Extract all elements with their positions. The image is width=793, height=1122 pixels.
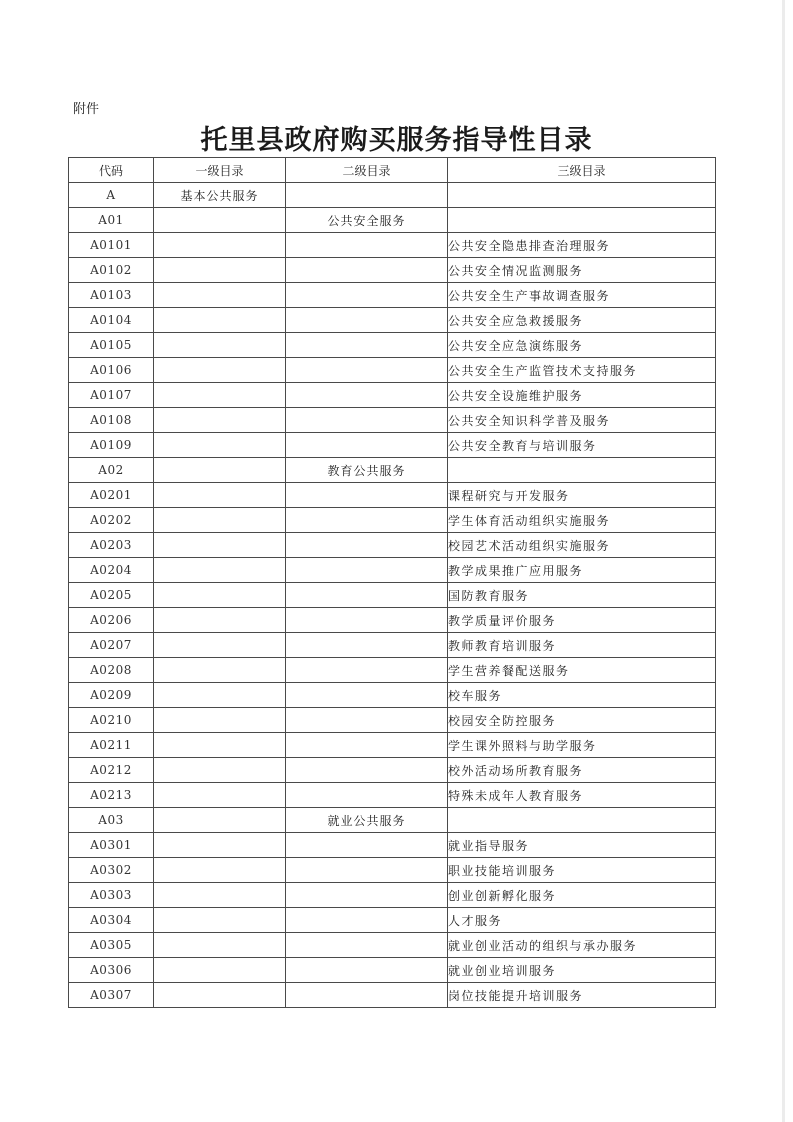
cell-level1 <box>154 708 286 733</box>
cell-code: A0206 <box>69 608 154 633</box>
cell-level2 <box>286 383 448 408</box>
table-row <box>69 683 716 708</box>
cell-level3: 校车服务 <box>448 683 716 708</box>
cell-level1 <box>154 683 286 708</box>
cell-level1 <box>154 358 286 383</box>
cell-level3: 校园艺术活动组织实施服务 <box>448 533 716 558</box>
cell-level2 <box>286 233 448 258</box>
cell-level3: 公共安全隐患排查治理服务 <box>448 233 716 258</box>
table-row <box>69 758 716 783</box>
cell-code: A0303 <box>69 883 154 908</box>
table-header-row <box>69 158 716 183</box>
cell-level2 <box>286 708 448 733</box>
cell-code: A0209 <box>69 683 154 708</box>
cell-level3: 课程研究与开发服务 <box>448 483 716 508</box>
table-row <box>69 208 716 233</box>
table-body <box>69 183 716 1008</box>
scan-edge-shadow <box>782 0 785 1122</box>
cell-level3: 就业创业培训服务 <box>448 958 716 983</box>
cell-level1 <box>154 458 286 483</box>
cell-level2 <box>286 933 448 958</box>
cell-level3: 学生营养餐配送服务 <box>448 658 716 683</box>
cell-code: A0203 <box>69 533 154 558</box>
cell-level2 <box>286 833 448 858</box>
cell-level1 <box>154 658 286 683</box>
table-row <box>69 908 716 933</box>
cell-code: A0301 <box>69 833 154 858</box>
cell-level3: 学生体育活动组织实施服务 <box>448 508 716 533</box>
cell-level2: 教育公共服务 <box>286 458 448 483</box>
cell-level3: 校园安全防控服务 <box>448 708 716 733</box>
table-row <box>69 408 716 433</box>
cell-level1 <box>154 908 286 933</box>
cell-level1: 基本公共服务 <box>154 183 286 208</box>
table-row <box>69 583 716 608</box>
cell-level2 <box>286 183 448 208</box>
table-row <box>69 508 716 533</box>
cell-level1 <box>154 258 286 283</box>
cell-level3 <box>448 458 716 483</box>
cell-level1 <box>154 758 286 783</box>
cell-level2 <box>286 508 448 533</box>
column-header-code: 代码 <box>69 158 154 183</box>
cell-level2 <box>286 883 448 908</box>
column-header-level1: 一级目录 <box>154 158 286 183</box>
cell-level1 <box>154 808 286 833</box>
cell-level1 <box>154 933 286 958</box>
cell-level3: 人才服务 <box>448 908 716 933</box>
cell-level3: 公共安全生产监管技术支持服务 <box>448 358 716 383</box>
cell-level2 <box>286 983 448 1008</box>
cell-level2 <box>286 358 448 383</box>
cell-level2 <box>286 908 448 933</box>
table-row <box>69 433 716 458</box>
cell-level1 <box>154 633 286 658</box>
cell-level1 <box>154 858 286 883</box>
document-title: 托里县政府购买服务指导性目录 <box>200 125 593 156</box>
cell-level2 <box>286 408 448 433</box>
cell-level3 <box>448 183 716 208</box>
cell-level2 <box>286 733 448 758</box>
cell-level3: 国防教育服务 <box>448 583 716 608</box>
cell-code: A0207 <box>69 633 154 658</box>
cell-level3: 教学质量评价服务 <box>448 608 716 633</box>
table-row <box>69 783 716 808</box>
cell-level1 <box>154 283 286 308</box>
cell-level3: 教师教育培训服务 <box>448 633 716 658</box>
cell-level3 <box>448 208 716 233</box>
cell-level1 <box>154 408 286 433</box>
cell-code: A0302 <box>69 858 154 883</box>
table-row <box>69 933 716 958</box>
table-row <box>69 733 716 758</box>
cell-level3: 教学成果推广应用服务 <box>448 558 716 583</box>
cell-code: A0108 <box>69 408 154 433</box>
cell-code: A <box>69 183 154 208</box>
cell-level1 <box>154 233 286 258</box>
cell-level2 <box>286 558 448 583</box>
table-row <box>69 633 716 658</box>
cell-level1 <box>154 583 286 608</box>
table-row <box>69 708 716 733</box>
cell-level2 <box>286 658 448 683</box>
cell-level3: 校外活动场所教育服务 <box>448 758 716 783</box>
cell-code: A03 <box>69 808 154 833</box>
cell-code: A0201 <box>69 483 154 508</box>
cell-level2 <box>286 783 448 808</box>
cell-level1 <box>154 208 286 233</box>
cell-level2 <box>286 533 448 558</box>
cell-code: A0305 <box>69 933 154 958</box>
table-row <box>69 308 716 333</box>
table-row <box>69 858 716 883</box>
cell-code: A0205 <box>69 583 154 608</box>
table-row <box>69 558 716 583</box>
table-row <box>69 233 716 258</box>
table-row <box>69 883 716 908</box>
cell-level1 <box>154 308 286 333</box>
table-row <box>69 958 716 983</box>
cell-code: A0106 <box>69 358 154 383</box>
cell-level2 <box>286 608 448 633</box>
cell-level3: 职业技能培训服务 <box>448 858 716 883</box>
cell-code: A0210 <box>69 708 154 733</box>
cell-level3: 公共安全情况监测服务 <box>448 258 716 283</box>
table-row <box>69 658 716 683</box>
table-row <box>69 358 716 383</box>
cell-level3: 就业指导服务 <box>448 833 716 858</box>
cell-level2 <box>286 958 448 983</box>
cell-level1 <box>154 508 286 533</box>
cell-code: A0102 <box>69 258 154 283</box>
table-row <box>69 333 716 358</box>
cell-level3: 学生课外照料与助学服务 <box>448 733 716 758</box>
cell-level3: 公共安全应急演练服务 <box>448 333 716 358</box>
table-row <box>69 533 716 558</box>
cell-level3: 公共安全教育与培训服务 <box>448 433 716 458</box>
cell-level1 <box>154 733 286 758</box>
cell-code: A0107 <box>69 383 154 408</box>
cell-code: A0105 <box>69 333 154 358</box>
cell-level2 <box>286 333 448 358</box>
cell-level1 <box>154 483 286 508</box>
table-row <box>69 608 716 633</box>
column-header-level3: 三级目录 <box>448 158 716 183</box>
cell-code: A0304 <box>69 908 154 933</box>
cell-code: A0306 <box>69 958 154 983</box>
cell-level2 <box>286 283 448 308</box>
cell-code: A0202 <box>69 508 154 533</box>
cell-level1 <box>154 383 286 408</box>
cell-level3: 就业创业活动的组织与承办服务 <box>448 933 716 958</box>
cell-level3 <box>448 808 716 833</box>
cell-code: A0212 <box>69 758 154 783</box>
cell-code: A0208 <box>69 658 154 683</box>
cell-level3: 公共安全知识科学普及服务 <box>448 408 716 433</box>
cell-code: A0104 <box>69 308 154 333</box>
cell-level3: 公共安全设施维护服务 <box>448 383 716 408</box>
cell-level1 <box>154 433 286 458</box>
cell-level2 <box>286 583 448 608</box>
table-row <box>69 833 716 858</box>
cell-level3: 岗位技能提升培训服务 <box>448 983 716 1008</box>
cell-code: A0204 <box>69 558 154 583</box>
cell-code: A0211 <box>69 733 154 758</box>
cell-level1 <box>154 833 286 858</box>
cell-code: A0307 <box>69 983 154 1008</box>
cell-level3: 公共安全应急救援服务 <box>448 308 716 333</box>
cell-level2 <box>286 633 448 658</box>
cell-level2: 就业公共服务 <box>286 808 448 833</box>
cell-code: A0103 <box>69 283 154 308</box>
cell-level3: 特殊未成年人教育服务 <box>448 783 716 808</box>
cell-level3: 创业创新孵化服务 <box>448 883 716 908</box>
cell-code: A01 <box>69 208 154 233</box>
table-row <box>69 258 716 283</box>
cell-level2 <box>286 433 448 458</box>
table-row <box>69 458 716 483</box>
cell-level1 <box>154 608 286 633</box>
catalog-table <box>68 157 716 1008</box>
column-header-level2: 二级目录 <box>286 158 448 183</box>
cell-level1 <box>154 783 286 808</box>
cell-level1 <box>154 558 286 583</box>
table-row <box>69 808 716 833</box>
table-row <box>69 383 716 408</box>
table-row <box>69 983 716 1008</box>
cell-level2 <box>286 258 448 283</box>
table-row <box>69 483 716 508</box>
cell-code: A02 <box>69 458 154 483</box>
table-row <box>69 283 716 308</box>
cell-level1 <box>154 533 286 558</box>
cell-level2 <box>286 858 448 883</box>
cell-level1 <box>154 333 286 358</box>
cell-code: A0109 <box>69 433 154 458</box>
attachment-label: 附件 <box>73 102 100 117</box>
cell-level2: 公共安全服务 <box>286 208 448 233</box>
table-row <box>69 183 716 208</box>
cell-level1 <box>154 958 286 983</box>
cell-level3: 公共安全生产事故调查服务 <box>448 283 716 308</box>
cell-level2 <box>286 758 448 783</box>
cell-code: A0101 <box>69 233 154 258</box>
cell-level2 <box>286 683 448 708</box>
cell-level1 <box>154 983 286 1008</box>
cell-code: A0213 <box>69 783 154 808</box>
cell-level2 <box>286 308 448 333</box>
cell-level1 <box>154 883 286 908</box>
cell-level2 <box>286 483 448 508</box>
